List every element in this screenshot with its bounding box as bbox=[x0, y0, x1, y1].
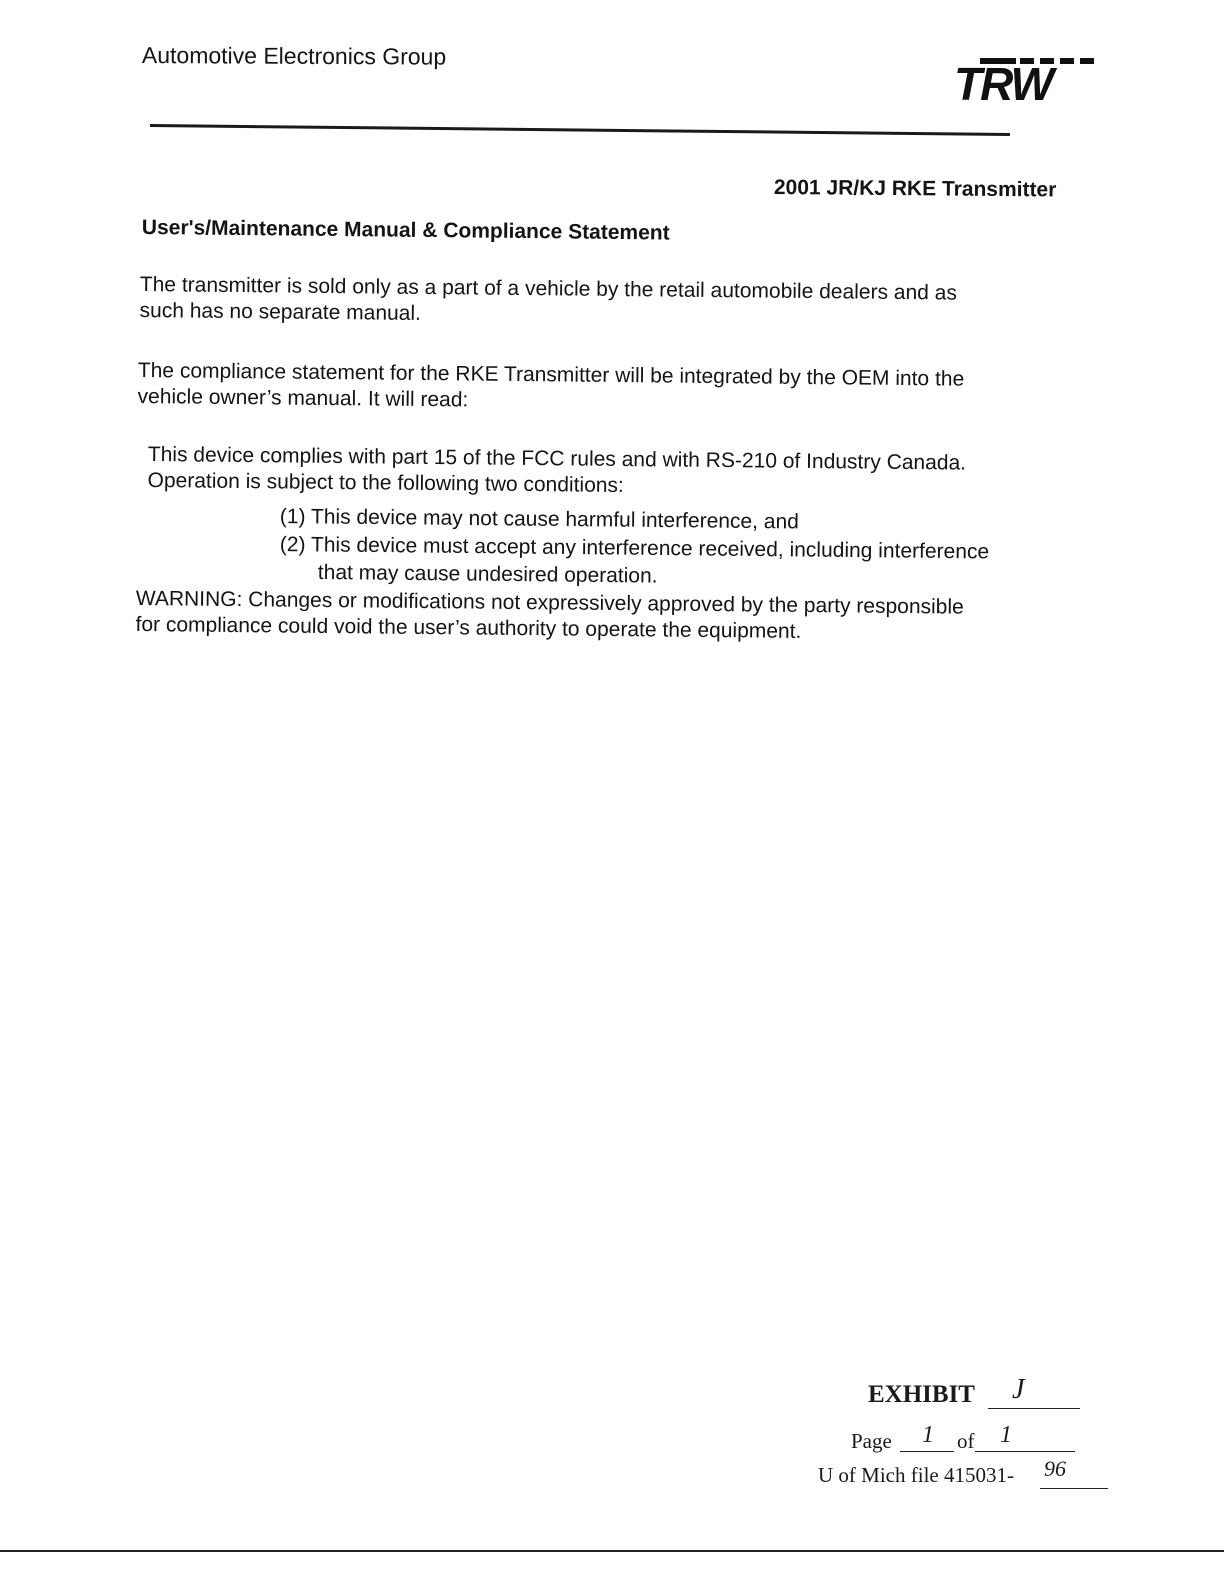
page-label: Page bbox=[851, 1429, 892, 1453]
header-divider bbox=[150, 124, 1010, 136]
trw-logo bbox=[950, 50, 1100, 106]
condition-2: (2) This device must accept any interference received, including interference bbox=[279, 532, 990, 564]
paragraph-line: The transmitter is sold only as a part of a vehicle by the retail automobile dealers and as bbox=[139, 272, 958, 305]
file-number: 96 bbox=[1044, 1456, 1066, 1481]
warning-statement bbox=[135, 586, 963, 647]
warning-line: for compliance could void the user’s authority to operate the equipment. bbox=[135, 612, 802, 643]
paragraph-line: such has no separate manual. bbox=[139, 298, 422, 325]
exhibit-label: EXHIBIT bbox=[868, 1381, 975, 1408]
page-total: 1 bbox=[1000, 1422, 1012, 1448]
warning-line: WARNING: Changes or modifications not expressively approved by the party responsible bbox=[135, 586, 964, 619]
page-number-underline bbox=[900, 1451, 954, 1452]
paragraph-line: The compliance statement for the RKE Transmitter will be integrated by the OEM into the bbox=[137, 358, 965, 391]
exhibit-underline bbox=[988, 1408, 1080, 1409]
statement-line: This device complies with part 15 of the FCC rules and with RS-210 of Industry Canada. bbox=[147, 442, 967, 475]
footer-divider bbox=[0, 1550, 1224, 1552]
page-number: 1 bbox=[922, 1422, 934, 1448]
statement-line: Operation is subject to the following two conditions: bbox=[147, 468, 624, 497]
file-number-underline bbox=[1040, 1488, 1108, 1489]
document-title: 2001 JR/KJ RKE Transmitter bbox=[773, 176, 1057, 202]
compliance-statement bbox=[147, 442, 966, 503]
condition-1: (1) This device may not cause harmful interference, and bbox=[279, 504, 800, 534]
paragraph-compliance-intro bbox=[137, 358, 964, 419]
paragraph-sold-with-vehicle bbox=[139, 272, 957, 333]
logo-text: TRW bbox=[954, 58, 1052, 106]
condition-2-continued: that may cause undesired operation. bbox=[317, 560, 658, 588]
exhibit-value: J bbox=[1012, 1374, 1025, 1405]
section-heading: User's/Maintenance Manual & Compliance Statement bbox=[141, 216, 670, 245]
group-name: Automotive Electronics Group bbox=[141, 42, 447, 70]
paragraph-line: vehicle owner’s manual. It will read: bbox=[137, 384, 469, 412]
of-label: of bbox=[957, 1429, 975, 1453]
file-label: U of Mich file 415031- bbox=[818, 1463, 1014, 1487]
page-total-underline bbox=[975, 1451, 1075, 1452]
